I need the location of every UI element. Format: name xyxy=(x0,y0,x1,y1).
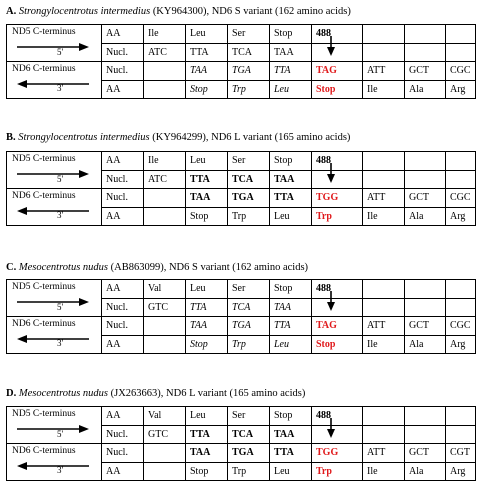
table-cell: AA xyxy=(102,407,144,426)
panel-b-table xyxy=(6,151,476,226)
table-cell: Leu xyxy=(186,407,228,426)
highlighted-codon: TGG xyxy=(312,444,363,463)
table-cell: ATC xyxy=(144,43,186,62)
table-cell: Stop xyxy=(270,152,312,171)
table-cell: Ala xyxy=(405,207,446,226)
table-cell xyxy=(405,280,446,299)
table-cell: Ala xyxy=(405,462,446,481)
nd5-label-cell xyxy=(7,407,102,444)
five-prime-label: 5' xyxy=(57,174,64,184)
table-row xyxy=(7,25,476,44)
nd6-label-cell xyxy=(7,189,102,226)
table-cell: TTA xyxy=(186,425,228,444)
highlighted-amino-acid: Stop xyxy=(312,335,363,354)
table-cell: Ile xyxy=(363,335,405,354)
table-cell: TTA xyxy=(270,62,312,81)
table-cell: TGA xyxy=(228,444,270,463)
table-cell: Stop xyxy=(270,25,312,44)
table-cell xyxy=(144,189,186,208)
table-cell xyxy=(144,62,186,81)
table-cell xyxy=(363,298,405,317)
table-cell: GCT xyxy=(405,317,446,336)
panel-d-title xyxy=(6,388,305,399)
table-cell: Leu xyxy=(186,152,228,171)
highlighted-codon: TGG xyxy=(312,189,363,208)
table-cell: Ile xyxy=(144,152,186,171)
table-cell: Ile xyxy=(144,25,186,44)
table-row xyxy=(7,62,476,81)
table-cell: Stop xyxy=(270,407,312,426)
table-cell xyxy=(363,425,405,444)
table-cell: Leu xyxy=(270,207,312,226)
arrow-down-icon xyxy=(326,418,336,438)
position-number: 488 xyxy=(312,407,363,426)
table-cell xyxy=(363,25,405,44)
highlighted-amino-acid: Stop xyxy=(312,80,363,99)
table-row xyxy=(7,317,476,336)
table-cell: TCA xyxy=(228,298,270,317)
three-prime-label: 3' xyxy=(57,338,64,348)
table-row xyxy=(7,189,476,208)
table-cell: TTA xyxy=(270,317,312,336)
accession-variant: (KY964299), ND6 L variant (165 amino acids) xyxy=(152,132,351,143)
table-cell xyxy=(405,170,446,189)
species-name: Mesocentrotus nudus xyxy=(18,262,108,273)
table-cell: Trp xyxy=(228,335,270,354)
table-cell: Ile xyxy=(363,80,405,99)
panel-label: D. xyxy=(6,388,17,399)
table-cell: Leu xyxy=(186,280,228,299)
table-cell xyxy=(144,444,186,463)
table-cell: GCT xyxy=(405,189,446,208)
table-row xyxy=(7,407,476,426)
nd6-label: ND6 C-terminus xyxy=(12,319,76,329)
table-cell: TAA xyxy=(186,317,228,336)
species-name: Strongylocentrotus intermedius xyxy=(18,132,150,143)
table-cell xyxy=(446,152,476,171)
table-cell: Nucl. xyxy=(102,317,144,336)
highlighted-amino-acid: Trp xyxy=(312,207,363,226)
table-cell xyxy=(144,80,186,99)
table-cell: ATT xyxy=(363,317,405,336)
table-cell xyxy=(363,280,405,299)
table-cell: Arg xyxy=(446,80,476,99)
table-row xyxy=(7,280,476,299)
table-cell xyxy=(446,407,476,426)
table-cell: TAA xyxy=(186,444,228,463)
nd5-label-cell xyxy=(7,280,102,317)
arrow-cell xyxy=(312,298,363,317)
table-cell: Stop xyxy=(186,335,228,354)
table-cell: TAA xyxy=(270,43,312,62)
accession-variant: (AB863099), ND6 S variant (162 amino acids) xyxy=(110,262,309,273)
table-row xyxy=(7,444,476,463)
arrow-right-icon xyxy=(17,424,89,434)
arrow-left-icon xyxy=(17,206,89,216)
table-cell xyxy=(144,207,186,226)
table-cell xyxy=(144,317,186,336)
table-cell xyxy=(446,280,476,299)
table-cell: TTA xyxy=(186,43,228,62)
nd6-label: ND6 C-terminus xyxy=(12,446,76,456)
nd5-label: ND5 C-terminus xyxy=(12,409,76,419)
table-cell: Ser xyxy=(228,152,270,171)
table-cell: Ser xyxy=(228,407,270,426)
position-number: 488 xyxy=(312,25,363,44)
arrow-left-icon xyxy=(17,79,89,89)
arrow-down-icon xyxy=(326,291,336,311)
five-prime-label: 5' xyxy=(57,302,64,312)
table-cell: Trp xyxy=(228,207,270,226)
table-cell: Leu xyxy=(270,462,312,481)
table-cell: ATT xyxy=(363,62,405,81)
panel-label: A. xyxy=(6,6,17,17)
three-prime-label: 3' xyxy=(57,83,64,93)
table-cell: Ser xyxy=(228,25,270,44)
panel-a-title xyxy=(6,6,351,17)
table-cell: AA xyxy=(102,207,144,226)
table-cell xyxy=(363,407,405,426)
table-cell: CGC xyxy=(446,62,476,81)
table-cell: GCT xyxy=(405,444,446,463)
table-cell: TGA xyxy=(228,62,270,81)
table-cell: Stop xyxy=(186,207,228,226)
table-cell: GTC xyxy=(144,425,186,444)
three-prime-label: 3' xyxy=(57,465,64,475)
species-name: Strongylocentrotus intermedius xyxy=(18,6,151,17)
table-cell: CGT xyxy=(446,444,476,463)
table-cell xyxy=(446,25,476,44)
table-cell: Arg xyxy=(446,335,476,354)
nd6-label-cell xyxy=(7,317,102,354)
table-cell: Trp xyxy=(228,462,270,481)
five-prime-label: 5' xyxy=(57,47,64,57)
table-cell: Leu xyxy=(186,25,228,44)
table-cell: Nucl. xyxy=(102,425,144,444)
table-cell: Ala xyxy=(405,335,446,354)
table-cell: Ala xyxy=(405,80,446,99)
nd5-label: ND5 C-terminus xyxy=(12,27,76,37)
arrow-cell xyxy=(312,43,363,62)
five-prime-label: 5' xyxy=(57,429,64,439)
table-cell: TAA xyxy=(186,189,228,208)
table-cell: Arg xyxy=(446,207,476,226)
table-cell: Nucl. xyxy=(102,170,144,189)
table-cell: ATT xyxy=(363,444,405,463)
table-cell: TAA xyxy=(186,62,228,81)
accession-variant: (JX263663), ND6 L variant (165 amino acids) xyxy=(110,388,306,399)
table-cell: TCA xyxy=(228,170,270,189)
panel-a-table xyxy=(6,24,476,99)
table-cell: Nucl. xyxy=(102,62,144,81)
table-cell xyxy=(405,25,446,44)
position-number: 488 xyxy=(312,280,363,299)
table-cell xyxy=(144,462,186,481)
table-cell xyxy=(446,170,476,189)
table-cell: TTA xyxy=(270,444,312,463)
table-cell: Ile xyxy=(363,462,405,481)
nd5-label-cell xyxy=(7,152,102,189)
table-cell: CGC xyxy=(446,317,476,336)
table-cell: Ile xyxy=(363,207,405,226)
table-cell: TAA xyxy=(270,170,312,189)
table-cell: AA xyxy=(102,462,144,481)
table-cell xyxy=(405,407,446,426)
table-cell xyxy=(405,298,446,317)
nd6-label-cell xyxy=(7,62,102,99)
nd5-label: ND5 C-terminus xyxy=(12,154,76,164)
table-cell xyxy=(446,43,476,62)
table-cell: AA xyxy=(102,280,144,299)
table-cell: Nucl. xyxy=(102,298,144,317)
nd6-label-cell xyxy=(7,444,102,481)
table-cell: AA xyxy=(102,335,144,354)
table-cell: AA xyxy=(102,152,144,171)
arrow-cell xyxy=(312,425,363,444)
table-cell xyxy=(446,298,476,317)
panel-label: B. xyxy=(6,132,16,143)
nd5-label-cell xyxy=(7,25,102,62)
table-cell: TCA xyxy=(228,43,270,62)
arrow-down-icon xyxy=(326,163,336,183)
table-cell: TAA xyxy=(270,425,312,444)
table-cell: TTA xyxy=(270,189,312,208)
arrow-down-icon xyxy=(326,36,336,56)
table-cell xyxy=(405,152,446,171)
table-cell xyxy=(363,152,405,171)
table-cell: Stop xyxy=(270,280,312,299)
table-cell: TTA xyxy=(186,298,228,317)
table-cell xyxy=(363,43,405,62)
table-cell: TCA xyxy=(228,425,270,444)
table-cell: Trp xyxy=(228,80,270,99)
panel-b-title xyxy=(6,132,350,143)
table-cell: ATC xyxy=(144,170,186,189)
table-cell: Arg xyxy=(446,462,476,481)
table-cell: TTA xyxy=(186,170,228,189)
table-cell: TAA xyxy=(270,298,312,317)
table-cell: TGA xyxy=(228,189,270,208)
panel-c-table xyxy=(6,279,476,354)
panel-d-table xyxy=(6,406,476,481)
species-name: Mesocentrotus nudus xyxy=(18,388,108,399)
panel-c-title xyxy=(6,262,308,273)
arrow-left-icon xyxy=(17,461,89,471)
table-cell: Nucl. xyxy=(102,43,144,62)
table-cell: TGA xyxy=(228,317,270,336)
nd6-label: ND6 C-terminus xyxy=(12,191,76,201)
nd6-label: ND6 C-terminus xyxy=(12,64,76,74)
table-cell: GTC xyxy=(144,298,186,317)
table-cell: Stop xyxy=(186,462,228,481)
panel-label: C. xyxy=(6,262,17,273)
table-cell xyxy=(363,170,405,189)
table-cell: Val xyxy=(144,407,186,426)
arrow-left-icon xyxy=(17,334,89,344)
table-cell: Leu xyxy=(270,80,312,99)
table-cell xyxy=(446,425,476,444)
position-number: 488 xyxy=(312,152,363,171)
accession-variant: (KY964300), ND6 S variant (162 amino acids) xyxy=(152,6,351,17)
nd5-label: ND5 C-terminus xyxy=(12,282,76,292)
table-cell xyxy=(405,43,446,62)
table-cell: Leu xyxy=(270,335,312,354)
three-prime-label: 3' xyxy=(57,210,64,220)
table-cell: Nucl. xyxy=(102,444,144,463)
highlighted-codon: TAG xyxy=(312,62,363,81)
highlighted-codon: TAG xyxy=(312,317,363,336)
table-cell: Nucl. xyxy=(102,189,144,208)
arrow-right-icon xyxy=(17,42,89,52)
table-cell: Ser xyxy=(228,280,270,299)
table-cell xyxy=(405,425,446,444)
table-cell: AA xyxy=(102,25,144,44)
table-cell: Stop xyxy=(186,80,228,99)
table-row xyxy=(7,152,476,171)
highlighted-amino-acid: Trp xyxy=(312,462,363,481)
arrow-cell xyxy=(312,170,363,189)
table-cell: ATT xyxy=(363,189,405,208)
arrow-right-icon xyxy=(17,297,89,307)
table-cell: Val xyxy=(144,280,186,299)
table-cell: AA xyxy=(102,80,144,99)
arrow-right-icon xyxy=(17,169,89,179)
table-cell xyxy=(144,335,186,354)
table-cell: GCT xyxy=(405,62,446,81)
table-cell: CGC xyxy=(446,189,476,208)
